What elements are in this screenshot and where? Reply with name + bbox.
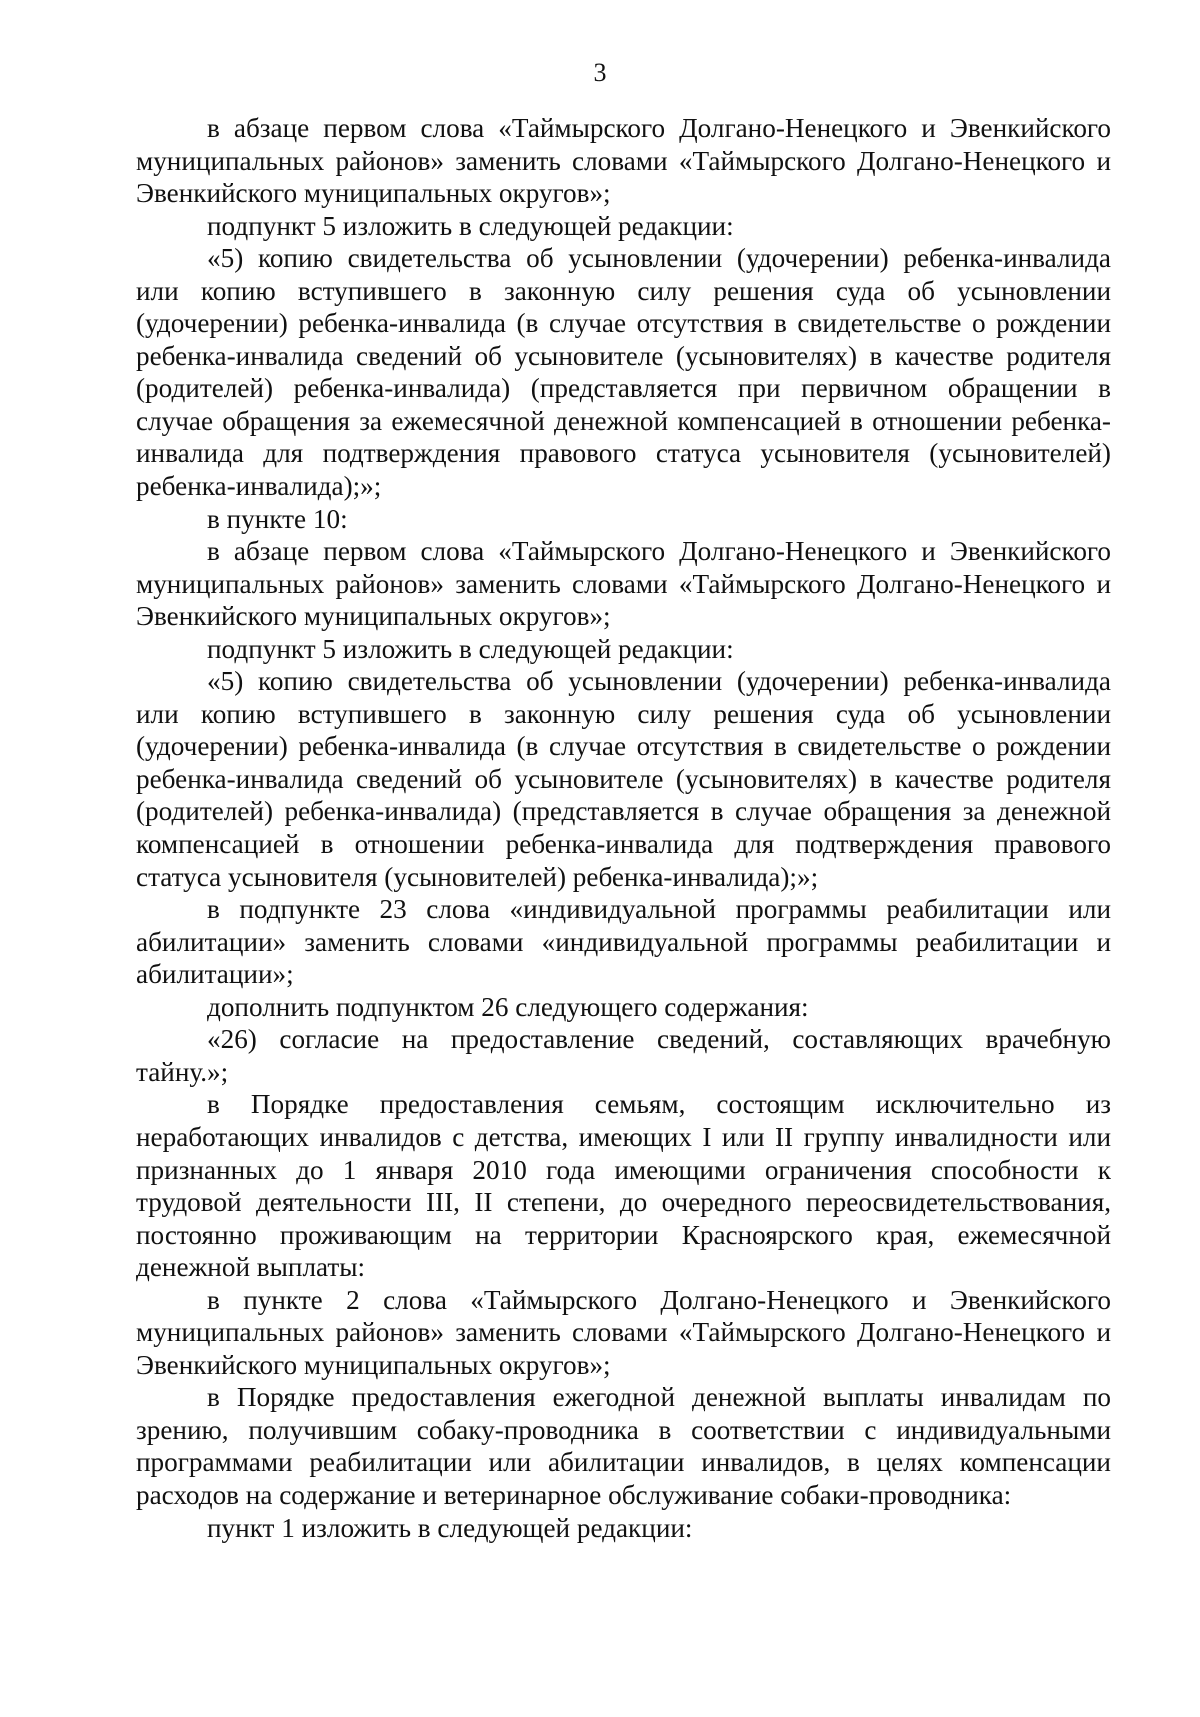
paragraph: в Порядке предоставления семьям, состоящим исключительно из неработающих инвалидов с детства, имеющих I или II группу инвалидности или признанных до 1 января 2010 года имеющими ограничения способности к трудовой деятельности III, II степени, до очередного переосвидетельствования, постоянно проживающим на территории Красноярского края, ежемесячной денежной выплаты: (136, 1089, 1111, 1283)
paragraph: в абзаце первом слова «Таймырского Долгано-Ненецкого и Эвенкийского муниципальных районов» заменить словами «Таймырского Долгано-Ненецкого и Эвенкийского муниципальных округов»; (136, 536, 1111, 632)
paragraph: дополнить подпунктом 26 следующего содержания: (207, 991, 809, 1022)
paragraph: подпункт 5 изложить в следующей редакции: (207, 210, 734, 241)
paragraph: пункт 1 изложить в следующей редакции: (207, 1512, 693, 1543)
page-number: 3 (593, 58, 607, 87)
document-body (136, 112, 1111, 1544)
paragraph: «5) копию свидетельства об усыновлении (удочерении) ребенка-инвалида или копию вступившего в законную силу решения суда об усыновлении (удочерении) ребенка-инвалида (в случае отсутствия в свидетельстве о рождении ребенка-инвалида сведений об усыновителе (усыновителях) в качестве родителя (родителей) ребенка-инвалида) (представляется при первичном обращении в случае обращения за ежемесячной денежной компенсацией в отношении ребенка-инвалида для подтверждения правового статуса усыновителя (усыновителей) ребенка-инвалида);»; (136, 243, 1111, 502)
paragraph: «5) копию свидетельства об усыновлении (удочерении) ребенка-инвалида или копию вступившего в законную силу решения суда об усыновлении (удочерении) ребенка-инвалида (в случае отсутствия в свидетельстве о рождении ребенка-инвалида сведений об усыновителе (усыновителях) в качестве родителя (родителей) ребенка-инвалида) (представляется в случае обращения за денежной компенсацией в отношении ребенка-инвалида для подтверждения правового статуса усыновителя (усыновителей) ребенка-инвалида);»; (136, 666, 1111, 892)
paragraph: подпункт 5 изложить в следующей редакции: (207, 633, 734, 664)
paragraph: «26) согласие на предоставление сведений, составляющих врачебную тайну.»; (136, 1024, 1111, 1087)
paragraph: в абзаце первом слова «Таймырского Долгано-Ненецкого и Эвенкийского муниципальных районов» заменить словами «Таймырского Долгано-Ненецкого и Эвенкийского муниципальных округов»; (136, 113, 1111, 209)
paragraph: в подпункте 23 слова «индивидуальной программы реабилитации или абилитации» заменить словами «индивидуальной программы реабилитации и абилитации»; (136, 894, 1111, 990)
paragraph: в пункте 10: (207, 503, 348, 534)
paragraph: в пункте 2 слова «Таймырского Долгано-Ненецкого и Эвенкийского муниципальных районов» заменить словами «Таймырского Долгано-Ненецкого и Эвенкийского муниципальных округов»; (136, 1284, 1111, 1380)
paragraph: в Порядке предоставления ежегодной денежной выплаты инвалидам по зрению, получившим собаку-проводника в соответствии с индивидуальными программами реабилитации или абилитации инвалидов, в целях компенсации расходов на содержание и ветеринарное обслуживание собаки-проводника: (136, 1382, 1111, 1510)
